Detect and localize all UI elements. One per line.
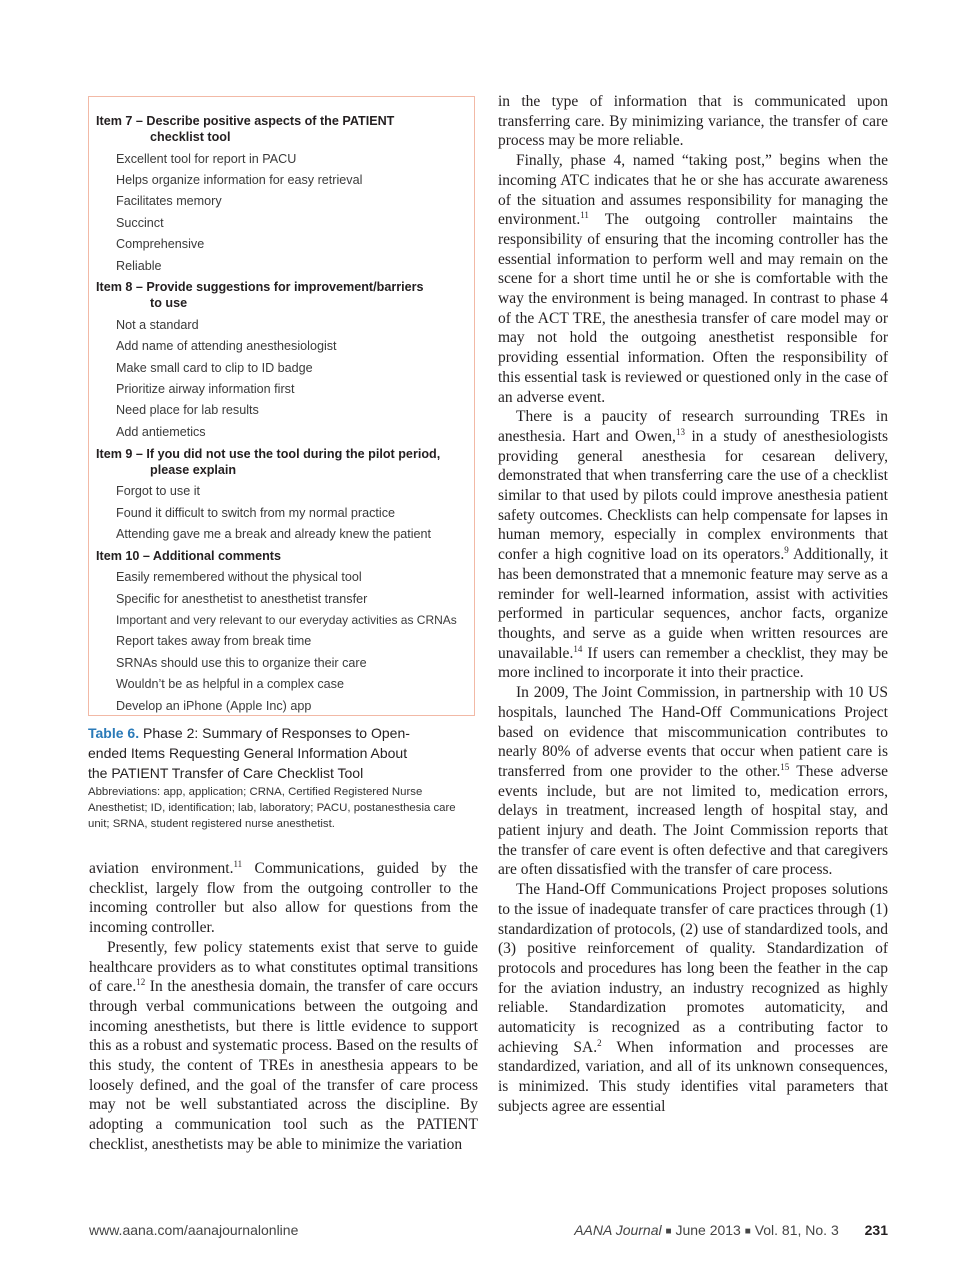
response: Easily remembered without the physical tool xyxy=(116,570,362,585)
volume: Vol. 81, No. 3 xyxy=(754,1222,839,1238)
response: Need place for lab results xyxy=(116,403,259,418)
issue-date: June 2013 xyxy=(675,1222,741,1238)
item-heading: Item 7 – Describe positive aspects of the PATIENT checklist tool xyxy=(96,114,395,144)
response: Wouldn’t be as helpful in a complex case xyxy=(116,677,344,692)
paragraph: The Hand-Off Communications Project proposes solutions to the issue of inadequate transfer of care practices through (1) standardization of protocols, (2) use of standardized tools, and (3) positive reinforcement of quality. Standardization of protocols and procedures has long been the feather in the cap for the aviation industry, an industry recognized as highly reliable. Standardization promotes automaticity, and automaticity is recognized as a contributing factor to achieving SA.$^2$ When information and processes are standardized, variation, and all of its unknown consequences, is minimized. This study identifies vital parameters that subjects agree are essential xyxy=(498,881,888,1115)
citation: 15 xyxy=(780,761,790,772)
citation: 11 xyxy=(580,210,589,221)
item-heading: Item 10 – Additional comments xyxy=(96,548,281,563)
item-heading: Item 8 – Provide suggestions for improvement/barriers to use xyxy=(96,280,424,311)
item-heading: Item 9 – If you did not use the tool during the pilot period, please explain xyxy=(96,446,441,477)
citation: 14 xyxy=(573,643,583,654)
citation: 11 xyxy=(233,858,243,869)
paragraph: Finally, phase 4, named “taking post,” begins when the incoming ATC indicates that he or she has accurate awareness of the situation and assumes responsibility for managing the environment.$^{11}$ The outgoing controller maintains the responsibility of ensuring that the incoming controller has the essential information to perform well and may remain on the scene for a short time until he or she is comfortable with the way the environment is being managed. In contrast to phase 4 of the ACT TRE, the anesthesia transfer of care model may or may not hold the outgoing anesthetist responsible for providing essential information. Often the responsibility of this essential task is reviewed or questioned only in the case of an adverse event. xyxy=(498,152,888,406)
table-6 xyxy=(88,96,475,716)
response: Report takes away from break time xyxy=(116,634,312,649)
right-body-column xyxy=(498,92,888,1117)
response: Excellent tool for report in PACU xyxy=(116,151,297,166)
caption-abbreviations: Abbreviations: app, application; CRNA, Certified Registered Nurse Anesthetist; ID, identification; lab, laboratory; PACU, postanesthesia care unit; SRNA, student registered nurse anesthetist. xyxy=(88,786,456,830)
journal-info xyxy=(574,1222,888,1238)
paragraph: In 2009, The Joint Commission, in partnership with 10 US hospitals, launched The Hand-Off Communications Project based on evidence that miscommunication contributes to nearly 80% of adverse events that occur when patient care is transferred from one provider to the other.$^{15}$ These adverse events include, but are not limited to, medication errors, delays in treatment, increased length of hospital stay, and patient injury and death. The Joint Commission reports that the transfer of care event is often defective and that caregivers are often dissatisfied with the transfer of care process. xyxy=(498,684,888,879)
response: Helps organize information for easy retrieval xyxy=(116,173,363,188)
response: Prioritize airway information first xyxy=(116,382,295,397)
paragraph: Presently, few policy statements exist that serve to guide healthcare providers as to what constitutes optimal transitions of care.$^{12}$ In the anesthesia domain, the transfer of care occurs through verbal communications between the outgoing and incoming anesthetists, but there is little evidence to support this as a robust and systematic process. Based on the results of this study, the content of TREs in anesthesia appears to be loosely defined, and the goal of the transfer of care process may not be well substantiated across the discipline. By adopting a communication tool such as the PATIENT checklist, anesthetists may be able to minimize the variation xyxy=(89,938,478,1153)
separator-icon: ■ xyxy=(744,1226,751,1237)
citation: 12 xyxy=(136,977,146,988)
response: Not a standard xyxy=(116,317,199,332)
caption-title: Table 6. Phase 2: Summary of Responses to Open- ended Items Requesting General Information About the PATIENT Transfer of Care Checklist Tool xyxy=(88,725,410,781)
journal-url[interactable]: www.aana.com/aanajournalonline xyxy=(89,1222,299,1238)
response: Forgot to use it xyxy=(116,484,200,499)
separator-icon: ■ xyxy=(665,1226,672,1237)
citation: 2 xyxy=(597,1037,602,1048)
response: Add name of attending anesthesiologist xyxy=(116,339,337,354)
response: Reliable xyxy=(116,258,162,273)
page-number: 231 xyxy=(864,1222,888,1238)
response: Develop an iPhone (Apple Inc) app xyxy=(116,698,312,713)
paragraph: aviation environment.$^{11}$ Communications, guided by the checklist, largely flow from the outgoing controller to the incoming controller but also allow for questions from the incoming controller. xyxy=(89,858,478,937)
table-item-8 xyxy=(96,276,466,442)
response: Comprehensive xyxy=(116,237,205,252)
paragraph: There is a paucity of research surrounding TREs in anesthesia. Hart and Owen,$^{13}$ in a study of anesthesiologists providing general anesthesia for cesarean delivery, demonstrated that when transferring care the use of a checklist similar to that used by pilots could improve anesthesia patient safety outcomes. Checklists can help compensate for lapses in human memory, especially in complex environments that confer a high cognitive load on its operators.$^9$ Additionally, it has been demonstrated that a mnemonic feature may serve as a reminder for well-learned information, assist with activities performed in particular sequences, anchor facts, organize thoughts, and serve as a guide when written resources are unavailable.$^{14}$ If users can remember a checklist, they may be more inclined to incorporate it into their practice. xyxy=(498,408,889,682)
paragraph: in the type of information that is communicated upon transferring care. By minimizing variance, the transfer of care process may be more reliable. xyxy=(498,93,888,150)
table-item-10 xyxy=(96,545,466,717)
response: Add antiemetics xyxy=(116,424,206,439)
response: Make small card to clip to ID badge xyxy=(116,360,313,375)
table-caption xyxy=(88,723,478,832)
response: Succinct xyxy=(116,215,164,230)
table-item-7 xyxy=(96,110,466,276)
response: Attending gave me a break and already knew the patient xyxy=(116,526,432,541)
table-item-9 xyxy=(96,443,466,545)
left-body-column xyxy=(89,859,478,1155)
response: Specific for anesthetist to anesthetist transfer xyxy=(116,591,368,606)
response: Found it difficult to switch from my normal practice xyxy=(116,505,396,520)
response: Important and very relevant to our everyday activities as CRNAs xyxy=(116,613,457,628)
journal-name: AANA Journal xyxy=(574,1222,662,1238)
response: SRNAs should use this to organize their care xyxy=(116,655,367,670)
citation: 9 xyxy=(784,545,789,556)
citation: 13 xyxy=(675,426,685,437)
response: Facilitates memory xyxy=(116,194,222,209)
